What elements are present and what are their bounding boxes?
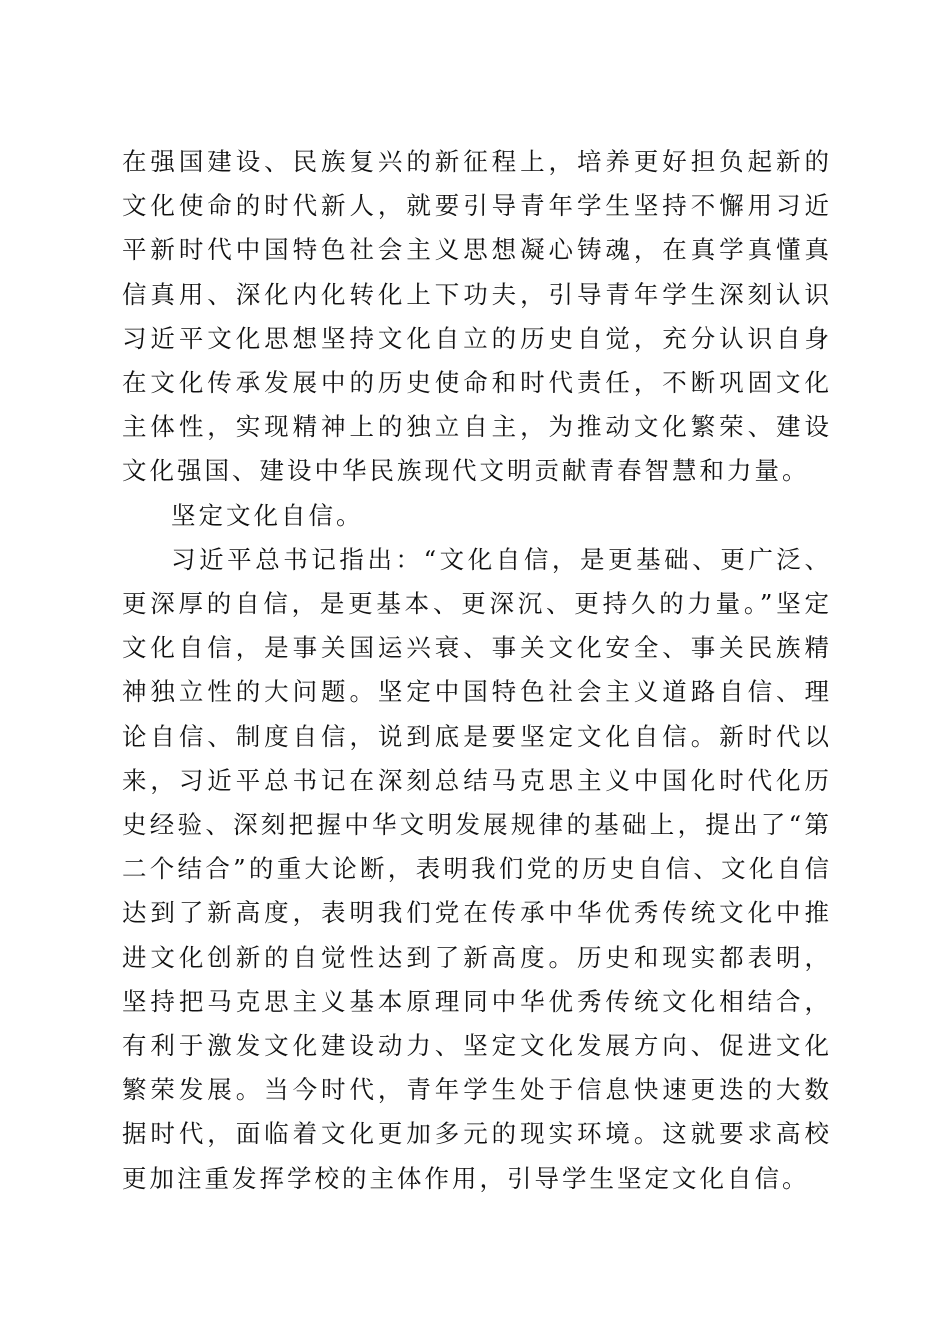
section-heading: 坚定文化自信。 (171, 500, 364, 530)
body-text (122, 140, 832, 1201)
paragraph-continuation: 在强国建设、民族复兴的新征程上，培养更好担负起新的文化使命的时代新人，就要引导青年学生坚持不懈用习近平新时代中国特色社会主义思想凝心铸魂，在真学真懂真信真用、深化内化转化上下功夫，引导青年学生深刻认识习近平文化思想坚持文化自立的历史自觉，充分认识自身在文化传承发展中的历史使命和时代责任，不断巩固文化主体性，实现精神上的独立自主，为推动文化繁荣、建设文化强国、建设中华民族现代文明贡献青春智慧和力量。 (122, 147, 832, 486)
paragraph: 习近平总书记指出：“文化自信，是更基础、更广泛、更深厚的自信，是更基本、更深沉、更持久的力量。”坚定文化自信，是事关国运兴衰、事关文化安全、事关民族精神独立性的大问题。坚定中国特色社会主义道路自信、理论自信、制度自信，说到底是要坚定文化自信。新时代以来，习近平总书记在深刻总结马克思主义中国化时代化历史经验、深刻把握中华文明发展规律的基础上，提出了“第二个结合”的重大论断，表明我们党的历史自信、文化自信达到了新高度，表明我们党在传承中华优秀传统文化中推进文化创新的自觉性达到了新高度。历史和现实都表明，坚持把马克思主义基本原理同中华优秀传统文化相结合，有利于激发文化建设动力、坚定文化发展方向、促进文化繁荣发展。当今时代，青年学生处于信息快速更迭的大数据时代，面临着文化更加多元的现实环境。这就要求高校更加注重发挥学校的主体作用，引导学生坚定文化自信。 (122, 544, 832, 1193)
